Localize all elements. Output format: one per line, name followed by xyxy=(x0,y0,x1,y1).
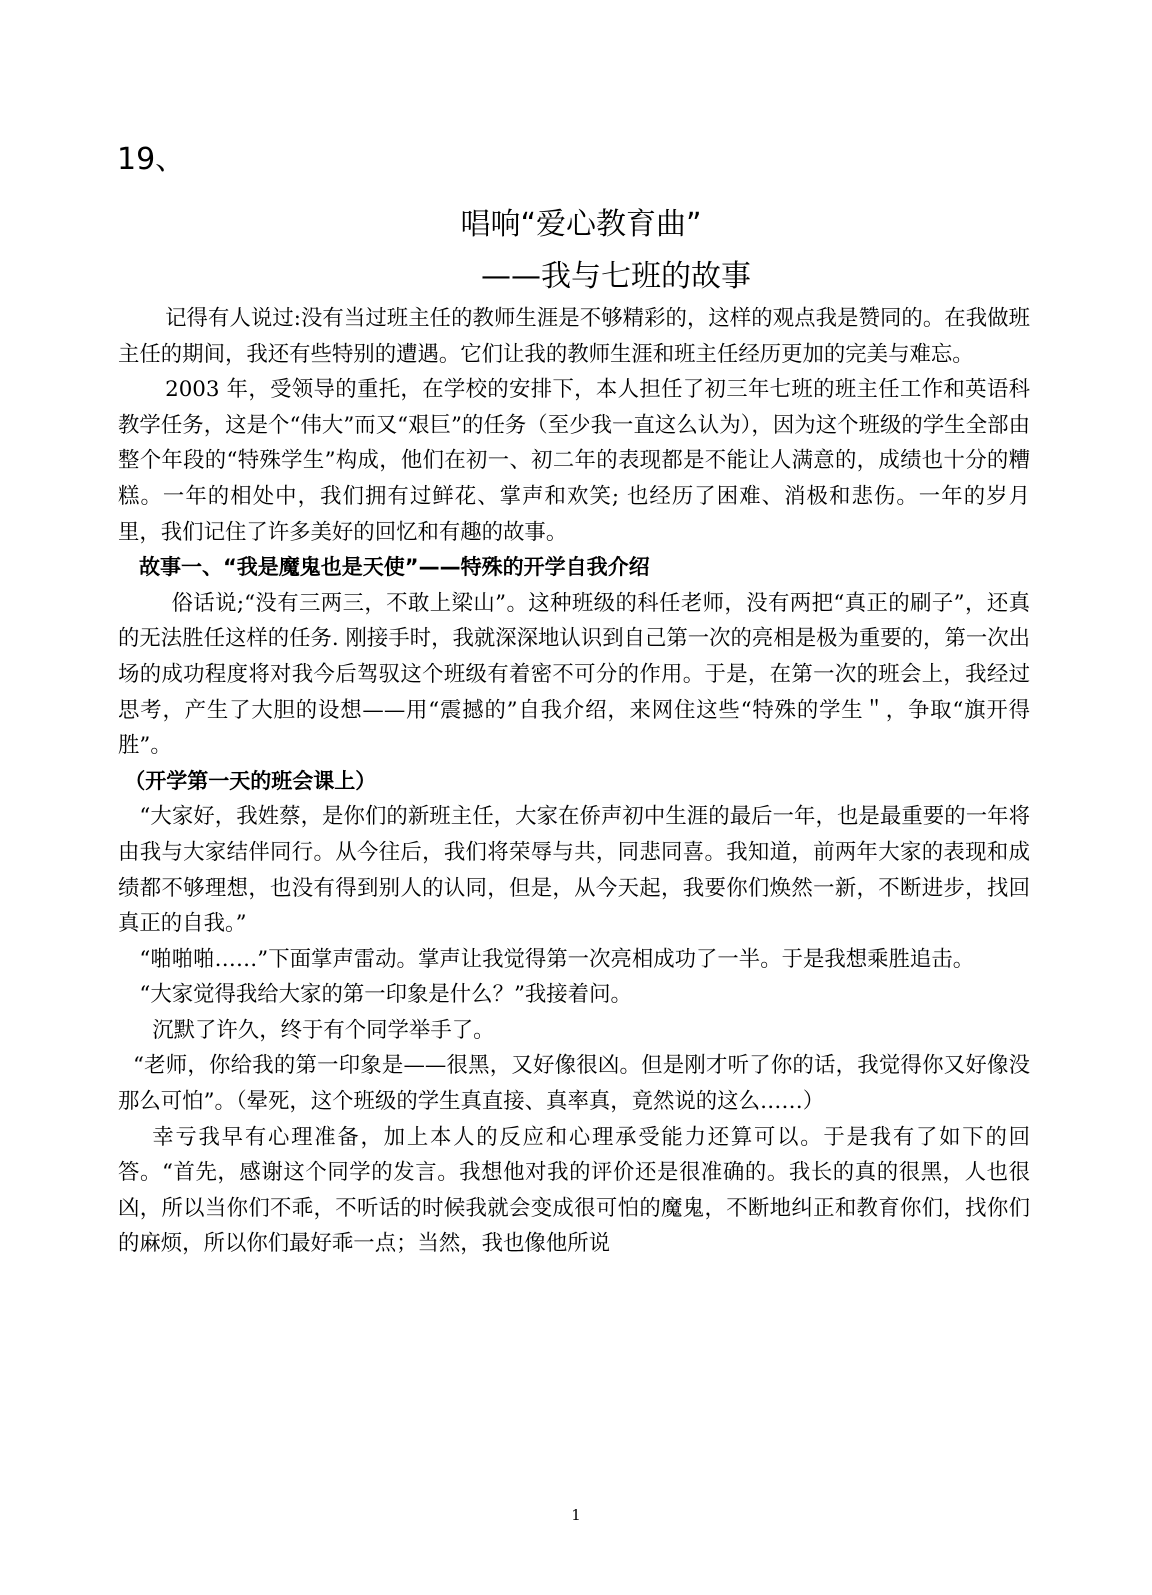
section-number: 19、 xyxy=(117,142,186,177)
paragraph: “啪啪啪……”下面掌声雷动。掌声让我觉得第一次亮相成功了一半。于是我想乘胜追击。 xyxy=(139,946,975,972)
paragraph: 俗话说;“没有三两三，不敢上梁山”。这种班级的科任老师，没有两把“真正的刷子”，还真的无法胜任这样的任务. 刚接手时，我就深深地认识到自己第一次的亮相是极为重要的，第一次出场的成功程度将对我今后驾驭这个班级有着密不可分的作用。于是，在第一次的班会上，我经过思考，产生了大胆的设想——用“震撼的”自我介绍，来网住这些“特殊的学生＂，争取“旗开得胜”。 xyxy=(118,590,1031,759)
paragraph: 幸亏我早有心理准备，加上本人的反应和心理承受能力还算可以。于是我有了如下的回答。“首先，感谢这个同学的发言。我想他对我的评价还是很准确的。我长的真的很黑，人也很凶，所以当你们不乖，不听话的时候我就会变成很可怕的魔鬼，不断地纠正和教育你们，找你们的麻烦，所以你们最好乖一点；当然，我也像他所说 xyxy=(118,1124,1030,1257)
paragraph: “大家觉得我给大家的第一印象是什么？”我接着问。 xyxy=(139,982,632,1008)
document-body xyxy=(118,301,1030,1262)
section-heading: 故事一、“我是魔鬼也是天使”——特殊的开学自我介绍 xyxy=(139,555,650,580)
document-title: 唱响“爱心教育曲” xyxy=(460,207,702,242)
paragraph: 2003 年，受领导的重托，在学校的安排下，本人担任了初三年七班的班主任工作和英语科教学任务，这是个“伟大”而又“艰巨”的任务（至少我一直这么认为），因为这个班级的学生全部由整个年段的“特殊学生”构成，他们在初一、初二年的表现都是不能让人满意的，成绩也十分的糟糕。一年的相处中，我们拥有过鲜花、掌声和欢笑; 也经历了困难、消极和悲伤。一年的岁月里，我们记住了许多美好的回忆和有趣的故事。 xyxy=(118,377,1030,545)
paragraph: 沉默了许久，终于有个同学举手了。 xyxy=(152,1017,495,1043)
paragraph: “老师，你给我的第一印象是——很黑，又好像很凶。但是刚才听了你的话，我觉得你又好像没那么可怕”。（晕死，这个班级的学生真直接、真率真，竟然说的这么……） xyxy=(118,1053,1030,1115)
page-number: 1 xyxy=(571,1506,581,1524)
section-heading: （开学第一天的班会课上） xyxy=(124,768,377,793)
document-subtitle: ——我与七班的故事 xyxy=(481,259,751,294)
paragraph: 记得有人说过:没有当过班主任的教师生涯是不够精彩的，这样的观点我是赞同的。在我做班主任的期间，我还有些特别的遭遇。它们让我的教师生涯和班主任经历更加的完美与难忘。 xyxy=(118,306,1030,367)
paragraph: “大家好，我姓蔡，是你们的新班主任，大家在侨声初中生涯的最后一年，也是最重要的一年将由我与大家结伴同行。从今往后，我们将荣辱与共，同悲同喜。我知道，前两年大家的表现和成绩都不够理想，也没有得到别人的认同，但是，从今天起，我要你们焕然一新，不断进步，找回真正的自我。” xyxy=(118,804,1030,937)
